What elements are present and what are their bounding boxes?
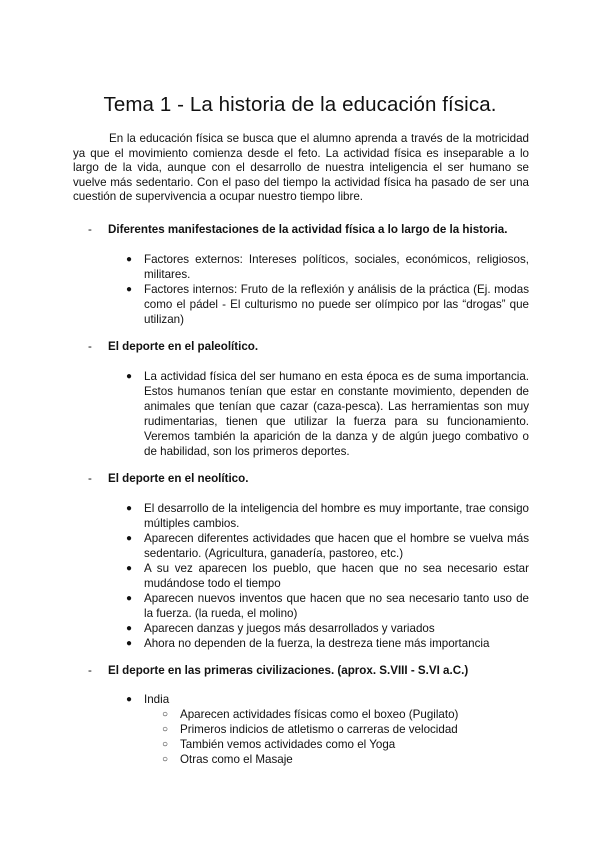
list-item-text: A su vez aparecen los pueblo, que hacen que no sea necesario estar mudándose todo el tiempo: [144, 562, 529, 590]
bullet-icon: ●: [126, 638, 133, 649]
list-item-text: Aparecen nuevos inventos que hacen que no sea necesario tanto uso de la fuerza. (la rueda, el molino): [144, 592, 529, 620]
sublist-item-text: También vemos actividades como el Yoga: [180, 738, 396, 751]
sublist-item: [144, 752, 529, 767]
circle-bullet-icon: ○: [162, 709, 169, 720]
bullet-icon: ●: [126, 533, 133, 544]
intro-text: En la educación física se busca que el alumno aprenda a través de la motricidad ya que el movimiento comienza desde el feto. La actividad física es inseparable a lo largo de la vida, aunque con el desarrollo de nuestra inteligencia el ser humano se vuelve más sedentario. Con el paso del tiempo la actividad física ha pasado de ser una cuestión de supervivencia a ocupar nuestro tiempo libre.: [73, 132, 529, 204]
section-heading-civilizaciones: [88, 664, 530, 677]
circle-bullet-icon: ○: [162, 739, 169, 750]
section-heading-text: El deporte en las primeras civilizaciones. (aprox. S.VIII - S.VI a.C.): [108, 664, 469, 677]
list-item: [126, 591, 529, 621]
list-item: [126, 621, 529, 636]
list-item: [126, 692, 529, 767]
sublist-item-text: Otras como el Masaje: [180, 753, 293, 766]
list-neolitico: [126, 501, 529, 651]
list-item-text: India: [144, 693, 170, 706]
dash-marker: -: [88, 472, 92, 485]
section-heading-text: El deporte en el neolítico.: [108, 472, 249, 485]
bullet-icon: ●: [126, 593, 133, 604]
circle-bullet-icon: ○: [162, 754, 169, 765]
bullet-icon: ●: [126, 254, 133, 265]
section-heading-text: El deporte en el paleolítico.: [108, 340, 259, 353]
bullet-icon: ●: [126, 623, 133, 634]
list-item-text: Ahora no dependen de la fuerza, la destreza tiene más importancia: [144, 637, 490, 650]
bullet-icon: ●: [126, 371, 133, 382]
list-item: [126, 501, 529, 531]
page-title: Tema 1 - La historia de la educación física.: [103, 93, 497, 116]
list-item: [126, 252, 529, 282]
list-item-text: Aparecen diferentes actividades que hacen que el hombre se vuelva más sedentario. (Agricultura, ganadería, pastoreo, etc.): [144, 532, 529, 560]
list-item-text: La actividad física del ser humano en esta época es de suma importancia. Estos humanos tenían que estar en constante movimiento, dependen de animales que tenían que cazar (caza-pesca). Las herramientas son muy rudimentarias, tienen que utilizar la fuerza para su funcionamiento. Veremos también la aparición de la danza y de algún juego combativo o de habilidad, son los primeros deportes.: [144, 370, 529, 458]
sublist-item: [144, 737, 529, 752]
dash-marker: -: [88, 664, 92, 677]
dash-marker: -: [88, 223, 92, 236]
intro-paragraph: [73, 132, 529, 205]
sublist-india: [144, 707, 529, 767]
circle-bullet-icon: ○: [162, 724, 169, 735]
sublist-item: [144, 722, 529, 737]
list-manifestaciones: [126, 252, 529, 327]
sublist-item: [144, 707, 529, 722]
list-civilizaciones: [126, 692, 529, 767]
section-heading-manifestaciones: [88, 223, 530, 236]
list-item: [126, 282, 529, 327]
dash-marker: -: [88, 340, 92, 353]
list-item-text: Factores internos: Fruto de la reflexión y análisis de la práctica (Ej. modas como el pádel - El culturismo no puede ser olímpico por las “drogas” que utilizan): [144, 283, 529, 326]
bullet-icon: ●: [126, 694, 133, 705]
section-heading-neolitico: [88, 472, 530, 485]
bullet-icon: ●: [126, 563, 133, 574]
list-item: [126, 369, 529, 459]
list-item: [126, 636, 529, 651]
bullet-icon: ●: [126, 284, 133, 295]
list-item: [126, 561, 529, 591]
section-heading-text: Diferentes manifestaciones de la actividad física a lo largo de la historia.: [108, 223, 508, 236]
list-item-text: El desarrollo de la inteligencia del hombre es muy importante, trae consigo múltiples cambios.: [144, 502, 529, 530]
section-heading-paleolitico: [88, 340, 530, 353]
list-item-text: Factores externos: Intereses políticos, sociales, económicos, religiosos, militares.: [144, 253, 529, 281]
list-item-text: Aparecen danzas y juegos más desarrollados y variados: [144, 622, 435, 635]
list-paleolitico: [126, 369, 529, 459]
sublist-item-text: Primeros indicios de atletismo o carreras de velocidad: [180, 723, 458, 736]
sublist-item-text: Aparecen actividades físicas como el boxeo (Pugilato): [180, 708, 459, 721]
list-item: [126, 531, 529, 561]
bullet-icon: ●: [126, 503, 133, 514]
